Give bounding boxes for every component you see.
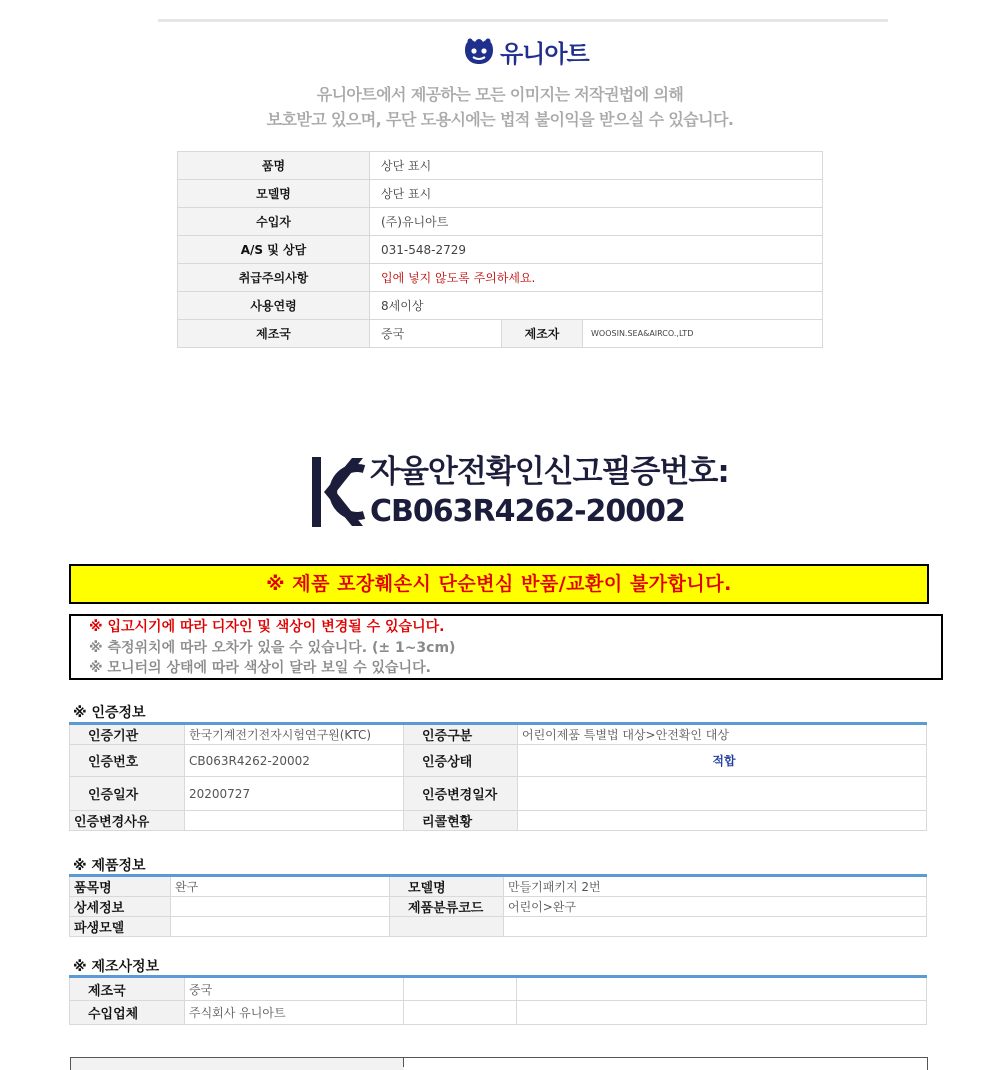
note-item: ※ 입고시기에 따라 디자인 및 색상이 변경될 수 있습니다. (89, 619, 445, 635)
cert-section-title: ※ 인증정보 (73, 705, 146, 721)
cert-info-table (69, 722, 927, 831)
table-row (70, 876, 927, 897)
product-label-table (177, 151, 823, 348)
product-category-value: 어린이>완구 (504, 897, 927, 917)
table-row (70, 917, 927, 937)
table-row (70, 724, 927, 745)
table-row (178, 152, 823, 180)
row-label: 모델명 (178, 180, 370, 208)
cert-status-label: 인증상태 (404, 745, 518, 777)
kc-title: 자율안전확인신고필증번호: (370, 454, 729, 490)
maker-label: 제조자 (502, 320, 583, 348)
row-value: 8세이상 (370, 292, 823, 320)
maker-country-label: 제조국 (70, 977, 185, 1001)
kc-number: CB063R4262-20002 (370, 494, 685, 529)
note-item: ※ 모니터의 상태에 따라 색상이 달라 보일 수 있습니다. (89, 660, 431, 676)
brand-name: 유니아트 (500, 39, 589, 68)
cert-date-value: 20200727 (185, 777, 404, 811)
row-label: 사용연령 (178, 292, 370, 320)
table-row (178, 320, 823, 348)
origin-value: 중국 (370, 320, 502, 348)
product-detail-label: 상세정보 (70, 897, 171, 917)
copyright-line-2: 보호받고 있으며, 무단 도용시에는 법적 불이익을 받으실 수 있습니다. (266, 110, 734, 129)
product-name-label: 품목명 (70, 876, 171, 897)
table-row (178, 180, 823, 208)
product-derived-label: 파생모델 (70, 917, 171, 937)
maker-importer-label: 수입업체 (70, 1001, 185, 1025)
brand-logo (462, 34, 589, 68)
cert-change-date-value (518, 777, 927, 811)
product-model-value: 만들기패키지 2번 (504, 876, 927, 897)
note-item: ※ 측정위치에 따라 오차가 있을 수 있습니다. (± 1~3cm) (89, 639, 456, 656)
bottom-table-divider (403, 1057, 404, 1067)
copyright-line-1: 유니아트에서 제공하는 모든 이미지는 저작권법에 의해 (316, 85, 684, 104)
empty-cell (404, 977, 517, 1001)
cert-agency-label: 인증기관 (70, 724, 185, 745)
row-value: (주)유니아트 (370, 208, 823, 236)
empty-cell (517, 1001, 927, 1025)
table-row (70, 777, 927, 811)
table-row (70, 745, 927, 777)
product-info-table (69, 874, 927, 937)
product-detail-value (171, 897, 390, 917)
table-row (70, 897, 927, 917)
cert-date-label: 인증일자 (70, 777, 185, 811)
product-name-value: 완구 (171, 876, 390, 897)
maker-info-table (69, 975, 927, 1025)
row-label: 품명 (178, 152, 370, 180)
cert-status-value: 적합 (518, 745, 927, 777)
product-category-label: 제품분류코드 (390, 897, 504, 917)
row-label: 취급주의사항 (178, 264, 370, 292)
table-row (70, 977, 927, 1001)
row-value: 상단 표시 (370, 180, 823, 208)
table-row (178, 264, 823, 292)
table-row (70, 811, 927, 831)
table-row (178, 236, 823, 264)
maker-country-value: 중국 (185, 977, 404, 1001)
kc-mark-icon (310, 455, 366, 529)
product-notes (69, 614, 943, 680)
maker-value: WOOSIN.SEA&AIRCO.,LTD (583, 320, 823, 348)
top-divider (158, 19, 888, 22)
table-row (178, 292, 823, 320)
row-value: 입에 넣지 않도록 주의하세요. (370, 264, 823, 292)
empty-cell (390, 917, 504, 937)
maker-importer-value: 주식회사 유니아트 (185, 1001, 404, 1025)
cert-number-value: CB063R4262-20002 (185, 745, 404, 777)
return-policy-banner: ※ 제품 포장훼손시 단순변심 반품/교환이 불가합니다. (69, 564, 929, 604)
empty-cell (504, 917, 927, 937)
row-label: A/S 및 상담 (178, 236, 370, 264)
cert-recall-label: 리콜현황 (404, 811, 518, 831)
empty-cell (517, 977, 927, 1001)
cert-recall-value (518, 811, 927, 831)
cert-change-date-label: 인증변경일자 (404, 777, 518, 811)
brand-mascot-icon (462, 36, 496, 66)
kc-certification (310, 452, 729, 532)
product-model-label: 모델명 (390, 876, 504, 897)
row-label: 수입자 (178, 208, 370, 236)
cert-type-label: 인증구분 (404, 724, 518, 745)
product-derived-value (171, 917, 390, 937)
maker-info-section-title: ※ 제조사정보 (73, 959, 160, 975)
row-value: 상단 표시 (370, 152, 823, 180)
cert-number-label: 인증번호 (70, 745, 185, 777)
product-info-section-title: ※ 제품정보 (73, 858, 146, 874)
origin-label: 제조국 (178, 320, 370, 348)
cert-agency-value: 한국기계전기전자시험연구원(KTC) (185, 724, 404, 745)
row-value: 031-548-2729 (370, 236, 823, 264)
cert-change-reason-value (185, 811, 404, 831)
cert-change-reason-label: 인증변경사유 (70, 811, 185, 831)
table-row (70, 1001, 927, 1025)
empty-cell (404, 1001, 517, 1025)
table-row (178, 208, 823, 236)
cert-type-value: 어린이제품 특별법 대상>안전확인 대상 (518, 724, 927, 745)
